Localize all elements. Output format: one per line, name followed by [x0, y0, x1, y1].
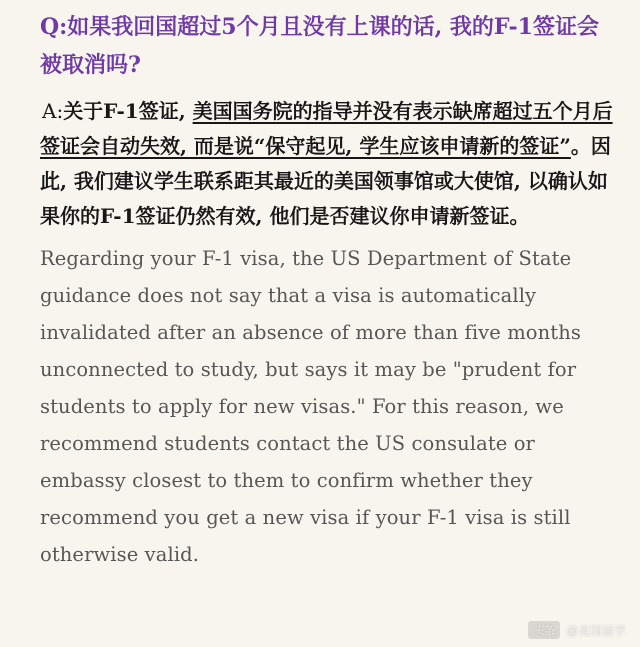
- answer-part-1: 关于F-1签证,: [63, 99, 193, 123]
- answer-lead: A:: [42, 99, 64, 123]
- answer-paragraph: [40, 94, 618, 234]
- answer-part-2: 。因此, 我们建议学生联系距其最近的美国领事馆或大使馆, 以确认如果你的F-1签证仍然有效, 他们是否建议你申请新签证。: [40, 134, 611, 228]
- watermark-badge: 头条: [528, 621, 560, 639]
- watermark-text: @美国留学: [565, 623, 626, 638]
- watermark: [528, 621, 626, 639]
- answer-underlined-quote: 美国国务院的指导并没有表示缺席超过五个月后签证会自动失效, 而是说“保守起见, 学生应该申请新的签证”: [40, 99, 613, 158]
- english-translation: Regarding your F-1 visa, the US Department of State guidance does not say that a visa is automatically invalidated after an absence of more than five months unconnected to study, but says it may be "prudent for students to apply for new visas." For this reason, we recommend students contact the US consulate or embassy closest to them to confirm whether they recommend you get a new visa if your F-1 visa is still otherwise valid.: [40, 247, 581, 566]
- question-text: Q:如果我回国超过5个月且没有上课的话, 我的F-1签证会被取消吗?: [40, 14, 599, 78]
